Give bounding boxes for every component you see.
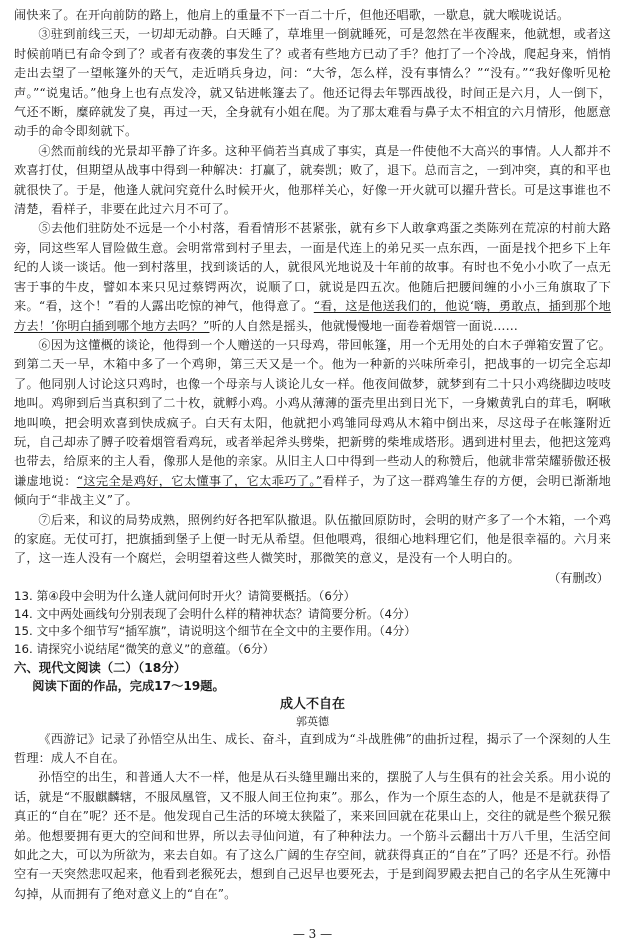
source-note: （有删改） (548, 570, 609, 585)
essay-paragraph-2: 孙悟空的出生，和普通人大不一样，他是从石头缝里蹦出来的，摆脱了人与生俱有的社会关系。用小说的话，就是“不服麒麟辖，不服凤凰管，又不服人间王位拘束”。那么，作为一个原生态的人，他是不是就获得了真正的“自在”呢？还不是。他发现自己生活的环境太狭隘了，来来回回就在花果山上，交往的就是些个猴兄猴弟。他想要拥有更大的空间和世界，所以去寻仙问道，有了种种法力。一个筋斗云翻出十万八千里，生活空间如此之大，可以为所欲为，来去自如。有了这么广阔的生存空间，就获得真正的“自在”了吗？还是不行。孙悟空有一天突然悲叹起来，他看到老猴死去，想到自己迟早也要死去，于是到阎罗殿去把自己的名字从生死簿中勾掉，从而拥有了绝对意义上的“自在”。 (14, 770, 611, 901)
question-14: 14. 文中两处画线句分别表现了会明什么样的精神状态？请简要分析。（4分） (14, 606, 416, 621)
underlined-sentence-1: “看，这是他送我们的，他说‘嗨，勇敢点，插到那个地方去！’你明白插到哪个地方去吗？” (14, 299, 612, 333)
story-excerpt (14, 6, 611, 588)
story-paragraph-7: ⑦后来，和议的局势成熟，照例约好各把军队撤退。队伍撤回原防时，会明的财产多了一个木箱，一个鸡的家庭。无仗可打，把旗插到堡子上便一时无从希望。但他喂鸡，很细心地料理它们，他是很幸福的。六月来了，这一连人没有一个腐烂，会明望着这些人微笑时，那微笑的意义，是没有一个人明白的。 (14, 512, 611, 566)
story-paragraph-continued: 闹快来了。在开向前防的路上，他肩上的重量不下一百二十斤，但他还唱歌，一歇息，就大喉咙说话。 (14, 8, 570, 22)
question-list (14, 588, 611, 658)
story-p5-text-a: ⑤去他们驻防处不远是一个小村落，看看情形不甚紧张，就有乡下人敢拿鸡蛋之类陈列在荒凉的村前大路旁，同这些军人冒险做生意。会明常常到村子里去，一面是代连上的弟兄买一点东西，一面是找个把乡下上年纪的人谈一谈话。他一到村落里，找到谈话的人，就很风光地说及十年前的故事。有时也不免小小吹了一点无害于事的牛皮，譬如本来只见过蔡锷两次，说顺了口，就说是四五次。他随后把腰间缠的小小三角旗取了下来。“看，这个！”看的人露出吃惊的神气，他得意了。 (14, 221, 611, 314)
essay (14, 695, 611, 905)
underlined-sentence-2: “这完全是鸡好，它太懂事了，它太乖巧了。” (76, 473, 323, 488)
essay-paragraph-1: 《西游记》记录了孙悟空从出生、成长、奋斗，直到成为“斗战胜佛”的曲折过程，揭示了一个深刻的人生哲理：成人不自在。 (14, 731, 611, 765)
story-paragraph-5 (14, 219, 611, 335)
story-p6-text-a: ⑥因为这懂概的谈论，他得到一个人赠送的一只母鸡，带回帐篷，用一个无用处的白木子弹箱安置了它。到第二天一早，木箱中多了一个鸡卵，第三天又是一个。他为一种新的兴味所牵引，把战事的一切完全忘却了。他同别人讨论这只鸡时，也像一个母亲与人谈论儿女一样。他夜间做梦，就梦到有二十只小鸡绕脚边吱吱地叫。鸡卵到后当真积到了二十枚，就孵小鸡。小鸡从薄薄的蛋壳里出到日光下，一身嫩黄乳白的茸毛，啊啾地叫唤，把会明欢喜到快成疯子。白天有太阳，他就把小鸡雏同母鸡从木箱中倒出来，尽这母子在帐篷附近玩，自己却赤了膊子咬着烟管看鸡玩，或者举起斧头劈柴，把新劈的柴堆成塔形。遇到进村里去，他把这笼鸡也带去，给原来的主人看，像那人是他的亲家。从旧主人口中得到一些动人的称赞后，他就非常荣耀骄傲还极谦虚地说： (14, 337, 611, 488)
page-number: — 3 — (292, 927, 333, 941)
section-instruction: 阅读下面的作品，完成17～19题。 (32, 678, 225, 693)
section-heading: 六、现代文阅读（二）（18分） (14, 659, 187, 675)
essay-author: 郭英德 (296, 714, 329, 728)
story-p5-text-b: 听的人自然是摇头，他就慢慢地一面卷着烟管一面说…… (209, 318, 518, 333)
question-13: 13. 第④段中会明为什么逢人就问何时开火？请简要概括。（6分） (14, 589, 356, 604)
essay-title: 成人不自在 (279, 696, 345, 712)
story-paragraph-3: ③驻到前线三天，一切却无动静。白天睡了，草堆里一倒就睡死，可是忽然在半夜醒来，他就想，或者这时候前哨已有命令到了？或者有夜袭的事发生了？或者有些地方已动了手？他打了一个冷战，爬起身来，悄悄走出去望了一望帐篷外的天气，走近哨兵身边，问：“大爷，怎么样，没有事情么？”“没有。”“我好像听见枪声。”“说鬼话。”他身上也有点发冷，就又钻进帐篷去了。他还记得去年鄂西战役，时间正是六月，人一倒下，气还不断，糜碎就发了臭，再过一天，全身就有小姐在爬。为了那太难看与鼻子太不相宜的六月情形，他愿意动手的命令即刻就下。 (14, 27, 611, 139)
story-paragraph-6 (14, 336, 611, 511)
question-15: 15. 文中多个细节写“插军旗”，请说明这个细节在全文中的主要作用。（4分） (14, 624, 417, 639)
question-16: 16. 请探究小说结尾“微笑的意义”的意蕴。（6分） (14, 641, 275, 656)
story-p6-text-b: 看样子，为了这一群鸡雏生存的方便，会明已渐渐地倾向于“非战主义”了。 (14, 473, 611, 508)
story-paragraph-4: ④然而前线的光景却平静了许多。这种平倘若当真成了事实，真是一件使他不大高兴的事情。人人都并不欢喜打仗，但期望从战事中得到一种解决：打赢了，就奏凯；败了，退下。总而言之，一到冲突，真的和平也就很快了。于是，他逢人就问究竟什么时候开火，他那样关心，好像一开火就可以擢升营长。可是这事谁也不清楚，看样子，非要在此过六月不可了。 (14, 143, 611, 217)
